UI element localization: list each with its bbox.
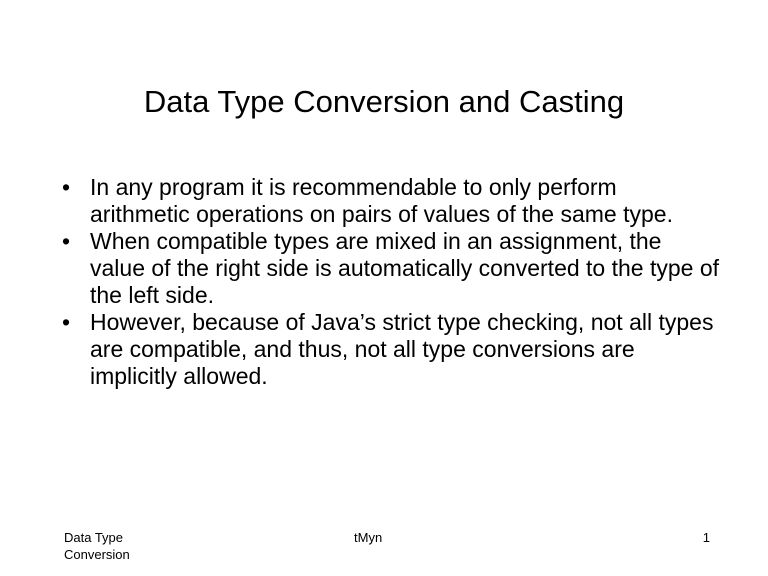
bullet-text: When compatible types are mixed in an assignment, the value of the right side is automatically converted to the type of the left side. xyxy=(90,228,720,308)
bullet-item xyxy=(62,309,722,390)
bullet-item xyxy=(62,228,722,309)
bullet-icon: • xyxy=(62,228,71,254)
bullet-list xyxy=(62,174,722,390)
footer-left-text: Data Type Conversion xyxy=(64,530,130,562)
footer-author: tMyn xyxy=(354,530,383,545)
bullet-icon: • xyxy=(62,309,71,335)
slide-title: Data Type Conversion and Casting xyxy=(143,84,625,119)
bullet-text: However, because of Java’s strict type checking, not all types are compatible, and thus, not all type conversions are implicitly allowed. xyxy=(90,309,714,389)
bullet-icon: • xyxy=(62,174,71,200)
bullet-text: In any program it is recommendable to only perform arithmetic operations on pairs of values of the same type. xyxy=(90,174,673,227)
bullet-item xyxy=(62,174,722,228)
page-number: 1 xyxy=(702,530,710,545)
